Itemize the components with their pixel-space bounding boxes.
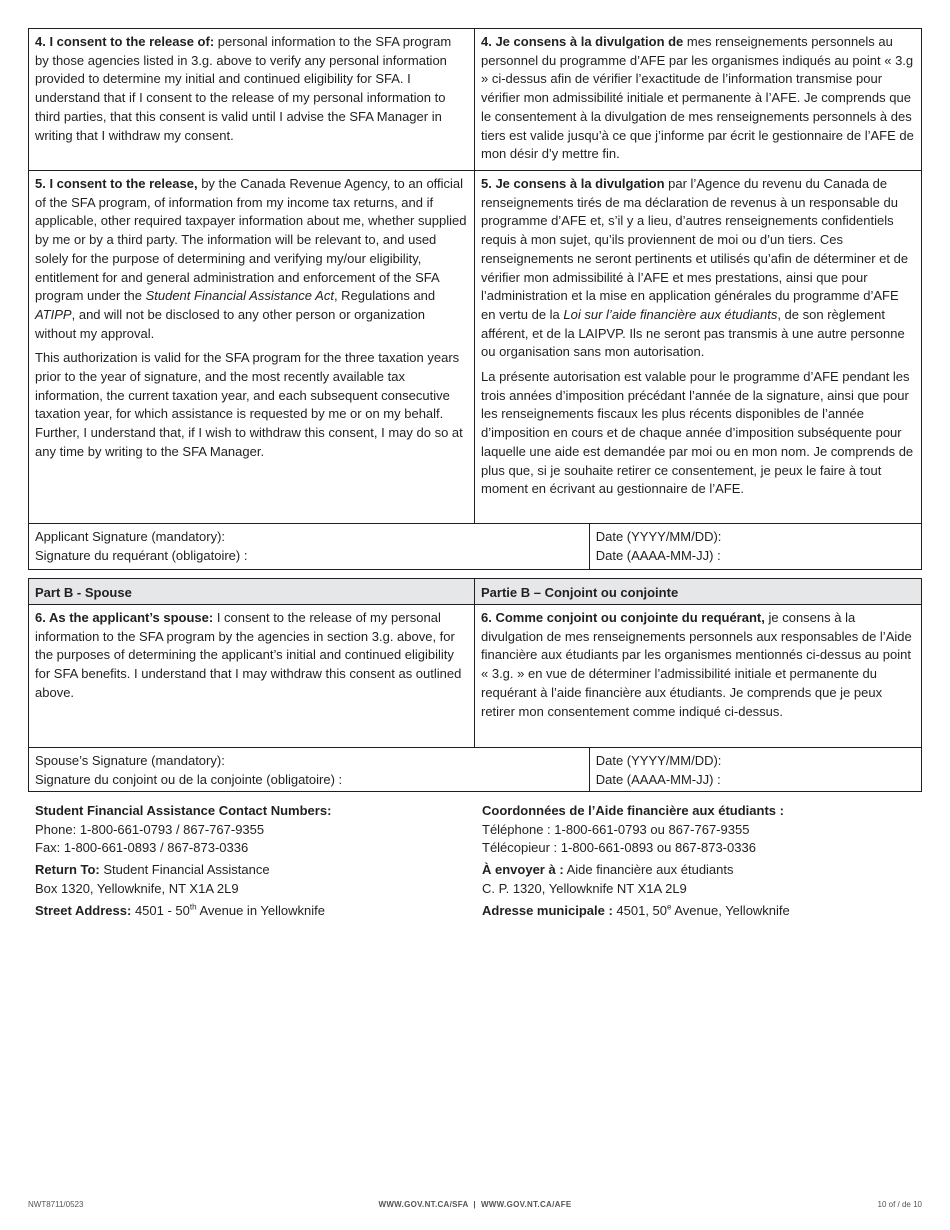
applicant-signature-label-en: Applicant Signature (mandatory): bbox=[35, 529, 226, 544]
section-4-fr bbox=[475, 29, 921, 170]
section-6-en bbox=[29, 605, 475, 747]
section-4-en-title: 4. I consent to the release of: bbox=[35, 34, 215, 49]
section-4-en-text: personal information to the SFA program by those agencies listed in 3.g. above to verify any personal information provided to determine my initial and continued eligibility for SFA. I understand that if I consent to the release of my personal information to third parties, that this consent is valid until I advise the SFA Manager in writing that I withdraw my consent. bbox=[35, 34, 452, 143]
return-label-fr: À envoyer à : bbox=[482, 862, 564, 878]
contact-fr-street bbox=[482, 902, 922, 921]
contact-fr-fax: Télécopieur : 1-800-661-0893 ou 867-873-0336 bbox=[482, 840, 756, 856]
part-b-header-fr: Partie B – Conjoint ou conjointe bbox=[475, 579, 921, 604]
section-5-en-text-3: , and will not be disclosed to any other person or organization without my approval. bbox=[35, 306, 425, 341]
spouse-date-label-en: Date (YYYY/MM/DD): bbox=[595, 753, 722, 768]
section-5-fr-text: par l’Agence du revenu du Canada de renseignements tirés de ma déclaration de revenus à un responsable du programme d’AFE et, s’il y a lieu, d’autres renseignements confidentiels requis à mon sujet, qu’ils proviennent de moi ou d’un tiers. Ces renseignements ne seront pertinents et utilisés qu’afin de déterminer et de vérifier mon admissibilité à l’AFE et mes prestations, ainsi que pour l’administration et la mise en application générales du programme d’AFE en vertu de la bbox=[481, 176, 909, 322]
contact-en-phone: Phone: 1-800-661-0793 / 867-767-9355 bbox=[35, 821, 265, 837]
page-number: 10 of / de 10 bbox=[877, 1200, 922, 1209]
contact-en-box: Box 1320, Yellowknife, NT X1A 2L9 bbox=[35, 880, 239, 896]
street-label: Street Address: bbox=[35, 902, 132, 918]
section-5-en-title: 5. I consent to the release, bbox=[35, 176, 198, 191]
contact-fr-title bbox=[482, 802, 922, 821]
spouse-table bbox=[28, 578, 922, 792]
loi-name: Loi sur l’aide financière aux étudiants bbox=[563, 306, 778, 322]
act-name: Student Financial Assistance Act bbox=[145, 288, 334, 304]
return-value: Student Financial Assistance bbox=[103, 862, 270, 878]
contact-en-title-text: Student Financial Assistance Contact Numbers: bbox=[35, 803, 332, 818]
return-label: Return To: bbox=[35, 862, 100, 878]
contact-en-street bbox=[35, 902, 465, 921]
contact-info-en bbox=[35, 802, 465, 923]
section-6-en-text: I consent to the release of my personal information to the SFA program by the agencies in section 3.g. above, for the purposes of determining the applicant’s initial and continued eligibility for SFA benefits. I understand that I may withdraw this consent as outlined above. bbox=[35, 610, 462, 700]
street-sup: th bbox=[189, 902, 197, 912]
consent-table bbox=[28, 28, 922, 570]
section-6-fr-title: 6. Comme conjoint ou conjointe du requérant, bbox=[481, 610, 765, 625]
section-5-en bbox=[29, 171, 475, 523]
section-5-fr-para-2: La présente autorisation est valable pour le programme d’AFE pendant les trois années d’imposition précédant l’année de la signature, ainsi que pour les renseignements fiscaux les plus récents disponibles de l’année d’imposition en cours et de chaque année d’imposition subséquente pour laquelle une aide est demandée par moi ou en mon nom. Je comprends de plus que, si je souhaite retirer ce consentement, je peux le faire à tout moment en écrivant au gestionnaire de l’AFE. bbox=[481, 369, 914, 497]
street-sup-fr: e bbox=[667, 902, 672, 912]
applicant-date-label-fr: Date (AAAA-MM-JJ) : bbox=[595, 547, 721, 563]
contact-en-title bbox=[35, 802, 465, 821]
section-4-en bbox=[29, 29, 475, 170]
contact-en-fax: Fax: 1-800-661-0893 / 867-873-0336 bbox=[35, 840, 249, 856]
spouse-signature-row bbox=[29, 747, 921, 791]
applicant-date-field[interactable] bbox=[590, 524, 921, 569]
applicant-date-label-en: Date (YYYY/MM/DD): bbox=[595, 529, 722, 544]
street-pre: 4501 - 50 bbox=[134, 902, 190, 918]
section-6-fr-text: je consens à la divulgation de mes renseignements personnels aux responsables de l’Aide financière aux étudiants par les organismes mentionnés ci-dessus au point « 3.g. » en vue de déterminer l’admissibilité initiale et permanente du requérant à l’aide financière aux étudiants. Je comprends que je peux retirer mon consentement comme indiqué ci-dessus. bbox=[481, 610, 912, 719]
section-5-en-para-2: This authorization is valid for the SFA program for the three taxation years prior to the year of signature, and the most recently available tax information, the current taxation year, and each subsequent consecutive taxation year, for which assistance is requested by me or on my behalf. Further, I understand that, if I wish to withdraw this consent, I may do so at any time by writing to the SFA Manager. bbox=[35, 350, 463, 459]
section-4-fr-title: 4. Je consens à la divulgation de bbox=[481, 34, 684, 49]
section-5-row bbox=[29, 170, 921, 523]
street-pre-fr: 4501, 50 bbox=[616, 902, 668, 918]
spouse-signature-label-fr: Signature du conjoint ou de la conjointe (obligatoire) : bbox=[35, 771, 343, 787]
footer-urls bbox=[0, 1200, 950, 1209]
contact-fr-return bbox=[482, 861, 922, 880]
section-5-en-text-2: , Regulations and bbox=[333, 288, 436, 304]
spouse-date-field[interactable] bbox=[590, 748, 921, 791]
street-label-fr: Adresse municipale : bbox=[482, 902, 613, 918]
street-post: Avenue in Yellowknife bbox=[196, 902, 325, 918]
applicant-signature-field[interactable] bbox=[29, 524, 590, 569]
return-value-fr: Aide financière aux étudiants bbox=[566, 862, 734, 878]
applicant-signature-row bbox=[29, 523, 921, 569]
atipp-name: ATIPP bbox=[35, 306, 72, 322]
contact-fr-phone: Téléphone : 1-800-661-0793 ou 867-767-9355 bbox=[482, 821, 750, 837]
spouse-signature-field[interactable] bbox=[29, 748, 590, 791]
section-5-fr-text-2: , de son règlement afférent, et de la LAIPVP. Ils ne seront pas transmis à une autre personne ou organisation sans mon autorisation. bbox=[481, 306, 905, 360]
part-b-header-row bbox=[29, 579, 921, 604]
section-5-fr-title: 5. Je consens à la divulgation bbox=[481, 176, 665, 191]
street-post-fr: Avenue, Yellowknife bbox=[671, 902, 790, 918]
spouse-date-label-fr: Date (AAAA-MM-JJ) : bbox=[595, 771, 721, 787]
section-6-row bbox=[29, 604, 921, 747]
section-5-en-text: by the Canada Revenue Agency, to an official of the SFA program, of information from my income tax returns, and if applicable, other required taxpayer information about me, whether supplied by me or by a third party. The information will be relevant to, and used solely for the purpose of determining and verifying my/our eligibility, entitlement for and general administration and enforcement of the SFA program under the bbox=[35, 176, 467, 304]
form-id: NWT8711/0523 bbox=[28, 1200, 84, 1209]
contact-fr-title-text: Coordonnées de l’Aide financière aux étudiants : bbox=[482, 803, 784, 818]
section-5-fr bbox=[475, 171, 921, 523]
contact-info-fr bbox=[482, 802, 922, 923]
applicant-signature-label-fr: Signature du requérant (obligatoire) : bbox=[35, 547, 248, 563]
spouse-signature-label-en: Spouse’s Signature (mandatory): bbox=[35, 753, 225, 768]
section-6-en-title: 6. As the applicant’s spouse: bbox=[35, 610, 214, 625]
part-b-header-en: Part B - Spouse bbox=[29, 579, 475, 604]
section-4-fr-text: mes renseignements personnels au personnel du programme d’AFE par les organismes indiqués au point « 3.g » ci-dessus afin de vérifier l’exactitude de l’information transmise pour vérifier mon admissibilité initiale et permanente à l’AFE. Je comprends que le consentement à la divulgation de mes renseignements personnels à des tiers est valide jusqu’à ce que j’informe par écrit le gestionnaire de l’AFE de mon désir d’y mettre fin. bbox=[481, 34, 914, 162]
contact-fr-box: C. P. 1320, Yellowknife NT X1A 2L9 bbox=[482, 880, 687, 896]
contact-en-return bbox=[35, 861, 465, 880]
section-6-fr bbox=[475, 605, 921, 747]
section-4-row bbox=[29, 29, 921, 170]
footer-urls-text: WWW.GOV.NT.CA/SFA | WWW.GOV.NT.CA/AFE bbox=[378, 1200, 572, 1209]
